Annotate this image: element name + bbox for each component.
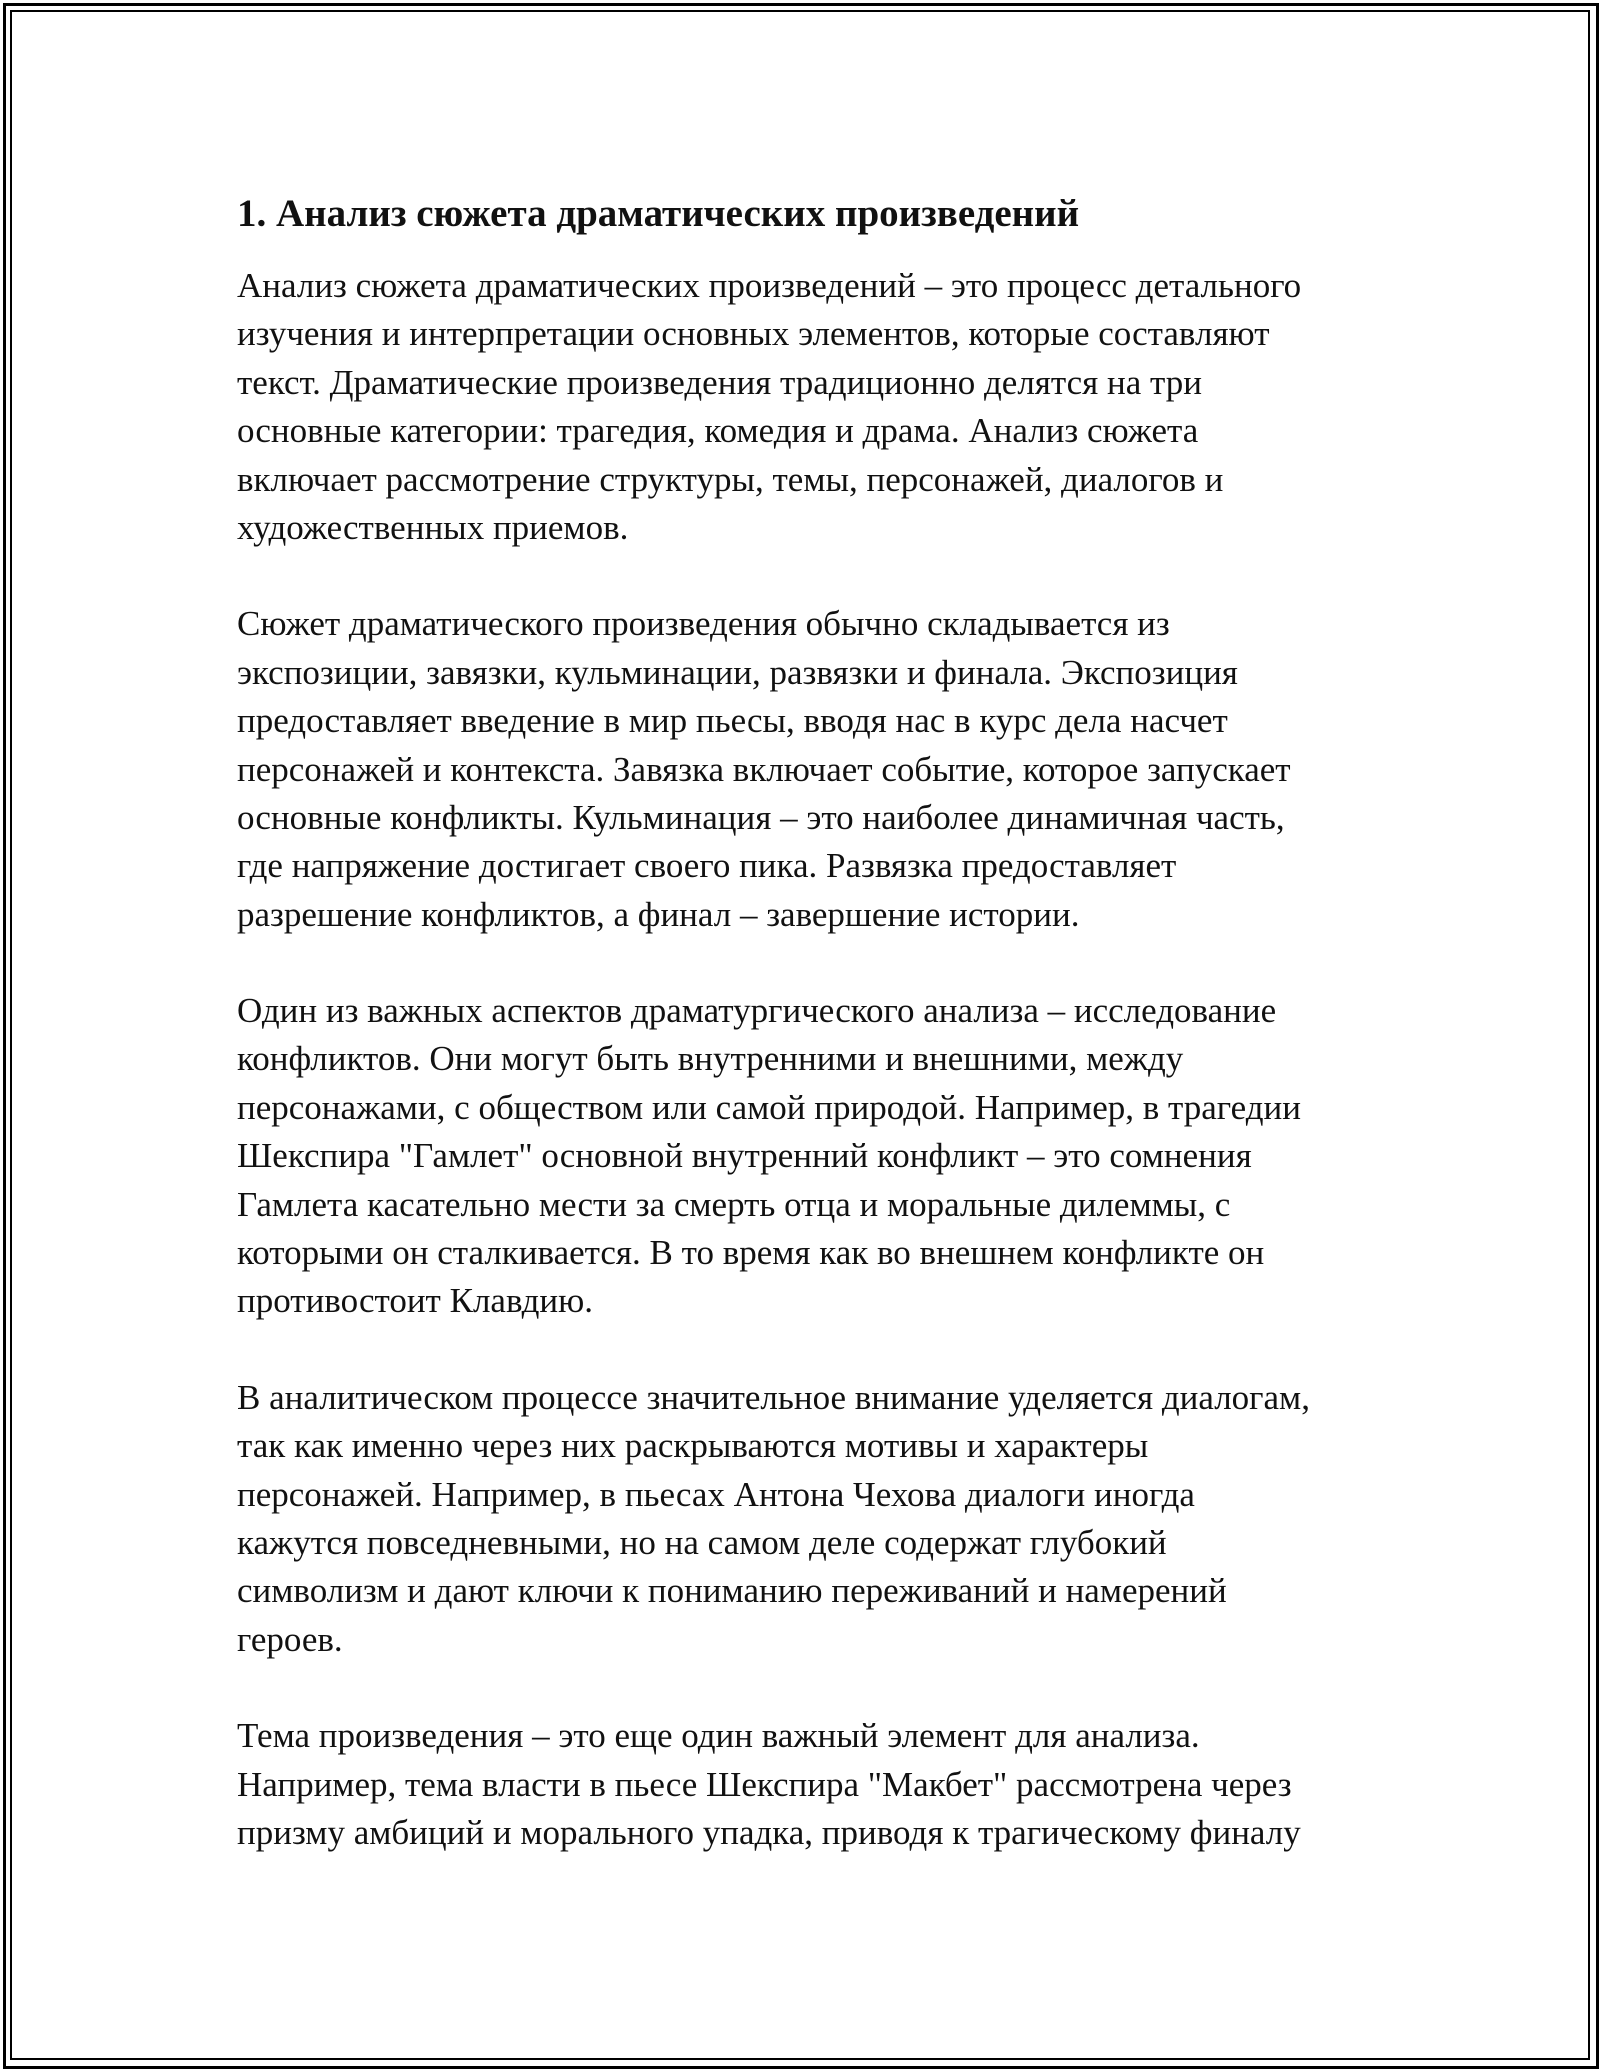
text-line: кажутся повседневными, но на самом деле содержат глубокий — [237, 1522, 1167, 1562]
text-line: Тема произведения – это еще один важный элемент для анализа. — [237, 1716, 1200, 1756]
text-line: В аналитическом процессе значительное внимание уделяется диалогам, — [237, 1377, 1310, 1417]
text-line: Гамлета касательно мести за смерть отца и моральные дилеммы, с — [237, 1184, 1231, 1224]
text-line: Сюжет драматического произведения обычно складывается из — [237, 604, 1170, 644]
paragraph-dialogues — [237, 1374, 1367, 1664]
text-line: которыми он сталкивается. В то время как во внешнем конфликте он — [237, 1233, 1265, 1273]
text-line: где напряжение достигает своего пика. Развязка предоставляет — [237, 846, 1177, 886]
text-line: призму амбиций и морального упадка, приводя к трагическому финалу — [237, 1812, 1301, 1852]
paragraph-plot-structure — [237, 600, 1367, 939]
text-line: Например, тема власти в пьесе Шекспира "Макбет" рассмотрена через — [237, 1764, 1292, 1804]
paragraph-plot-analysis — [237, 262, 1367, 552]
text-line: символизм и дают ключи к пониманию переживаний и намерений — [237, 1571, 1227, 1611]
text-line: Шекспира "Гамлет" основной внутренний конфликт – это сомнения — [237, 1136, 1252, 1176]
text-line: текст. Драматические произведения традиционно делятся на три — [237, 362, 1202, 402]
text-line: персонажами, с обществом или самой природой. Например, в трагедии — [237, 1087, 1302, 1127]
text-line: героев. — [237, 1619, 343, 1659]
text-line: Анализ сюжета драматических произведений – это процесс детального — [237, 266, 1302, 305]
text-line: разрешение конфликтов, а финал – завершение истории. — [237, 894, 1080, 934]
text-line: включает рассмотрение структуры, темы, персонажей, диалогов и — [237, 459, 1224, 499]
text-line: художественных приемов. — [237, 507, 629, 547]
text-line: персонажей. Например, в пьесах Антона Чехова диалоги иногда — [237, 1474, 1195, 1514]
text-line: Один из важных аспектов драматургического анализа – исследование — [237, 991, 1277, 1031]
section-heading: 1. Анализ сюжета драматических произведений — [237, 192, 1080, 235]
paragraph-theme — [237, 1712, 1367, 1857]
text-line: основные конфликты. Кульминация – это наиболее динамичная часть, — [237, 797, 1285, 837]
text-line: изучения и интерпретации основных элементов, которые составляют — [237, 314, 1270, 354]
text-line: противостоит Клавдию. — [237, 1281, 594, 1321]
paragraph-conflicts — [237, 987, 1367, 1326]
text-line: так как именно через них раскрываются мотивы и характеры — [237, 1426, 1149, 1466]
text-line: персонажей и контекста. Завязка включает событие, которое запускает — [237, 749, 1291, 789]
text-line: основные категории: трагедия, комедия и драма. Анализ сюжета — [237, 411, 1199, 451]
text-line: экспозиции, завязки, кульминации, развязки и финала. Экспозиция — [237, 652, 1238, 692]
text-line: предоставляет введение в мир пьесы, вводя нас в курс дела насчет — [237, 701, 1228, 741]
document-body — [237, 186, 1367, 1905]
text-line: конфликтов. Они могут быть внутренними и внешними, между — [237, 1039, 1184, 1079]
